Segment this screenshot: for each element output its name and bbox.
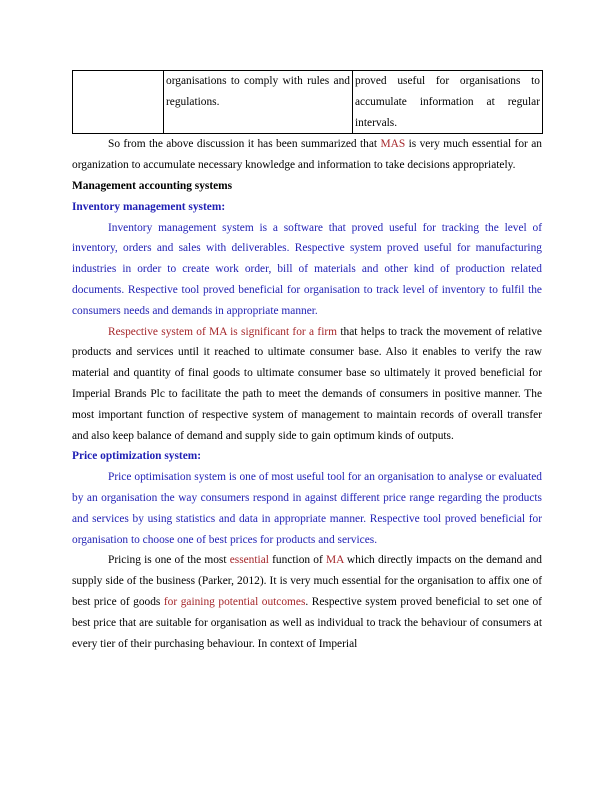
table-cell-rules: organisations to comply with rules and regulations.	[164, 71, 353, 134]
ma-significance-highlight: Respective system of MA is significant for a firm	[108, 325, 338, 338]
mas-highlight: MAS	[380, 138, 406, 151]
continued-table	[72, 70, 543, 134]
pricing-text-e: which directly impacts on the demand and supply side of the business (Parker, 2012). It is very much essential for the organisation to affix one of best price of goods	[72, 554, 542, 608]
price-paragraph-1: Price optimisation system is one of most useful tool for an organisation to analyse or evaluated by an organisation the way consumers respond in against different price range regarding the products and services by using statistics and data in appropriate manner. Respective tool proved beneficial for organisation to choose one of best prices for products and services.	[72, 471, 542, 546]
summary-text: So from the above discussion it has been summarized that	[108, 138, 381, 151]
pricing-text-g: . Respective system proved beneficial to set one of best price that are suitable for organisation as well as individual to track the behaviour of consumers at every tier of their purchasing behaviour. In context of Imperial	[72, 595, 542, 650]
inventory-paragraph-2-text: that helps to track the movement of relative products and services until it reached to ultimate consumer base. Also it enables to verify the raw material and quantity of final goods to ultimate consumer base so ultimately it proved beneficial for Imperial Brands Plc to facilitate the path to meet the demands of consumers in positive manner. The most important function of respective system of management to maintain records of overall transfer and also keep balance of demand and supply side to gain optimum kinds of outputs.	[72, 325, 542, 442]
ma-highlight: MA	[325, 554, 344, 567]
inventory-paragraph-2	[72, 322, 542, 447]
heading-management-accounting-systems: Management accounting systems	[72, 179, 233, 192]
table-cell-information: proved useful for organisations to accumulate information at regular intervals.	[353, 71, 543, 134]
essential-highlight: essential	[229, 554, 269, 567]
document-page	[72, 70, 542, 654]
inventory-paragraph-1: Inventory management system is a software that proved useful for tracking the level of inventory, orders and sales with deliverables. Respective system proved useful for manufacturing industries in order to create work order, bill of materials and other kind of production related documents. Respective tool proved beneficial for organisation to track level of inventory to fulfil the consumers needs and demands in appropriate manner.	[72, 221, 542, 317]
summary-text-end: is very much essential for an organization to accumulate necessary knowledge and information to take decisions appropriately.	[72, 138, 542, 172]
price-paragraph-2	[72, 550, 542, 654]
summary-paragraph	[72, 134, 542, 176]
heading-inventory-management: Inventory management system:	[72, 200, 226, 213]
heading-price-optimization: Price optimization system:	[72, 450, 202, 463]
potential-outcomes-highlight: for gaining potential outcomes	[163, 595, 306, 608]
table-row	[73, 71, 543, 134]
pricing-text-a: Pricing is one of the most	[108, 554, 230, 567]
pricing-text-c: function of	[268, 554, 326, 567]
table-cell-empty	[73, 71, 164, 134]
